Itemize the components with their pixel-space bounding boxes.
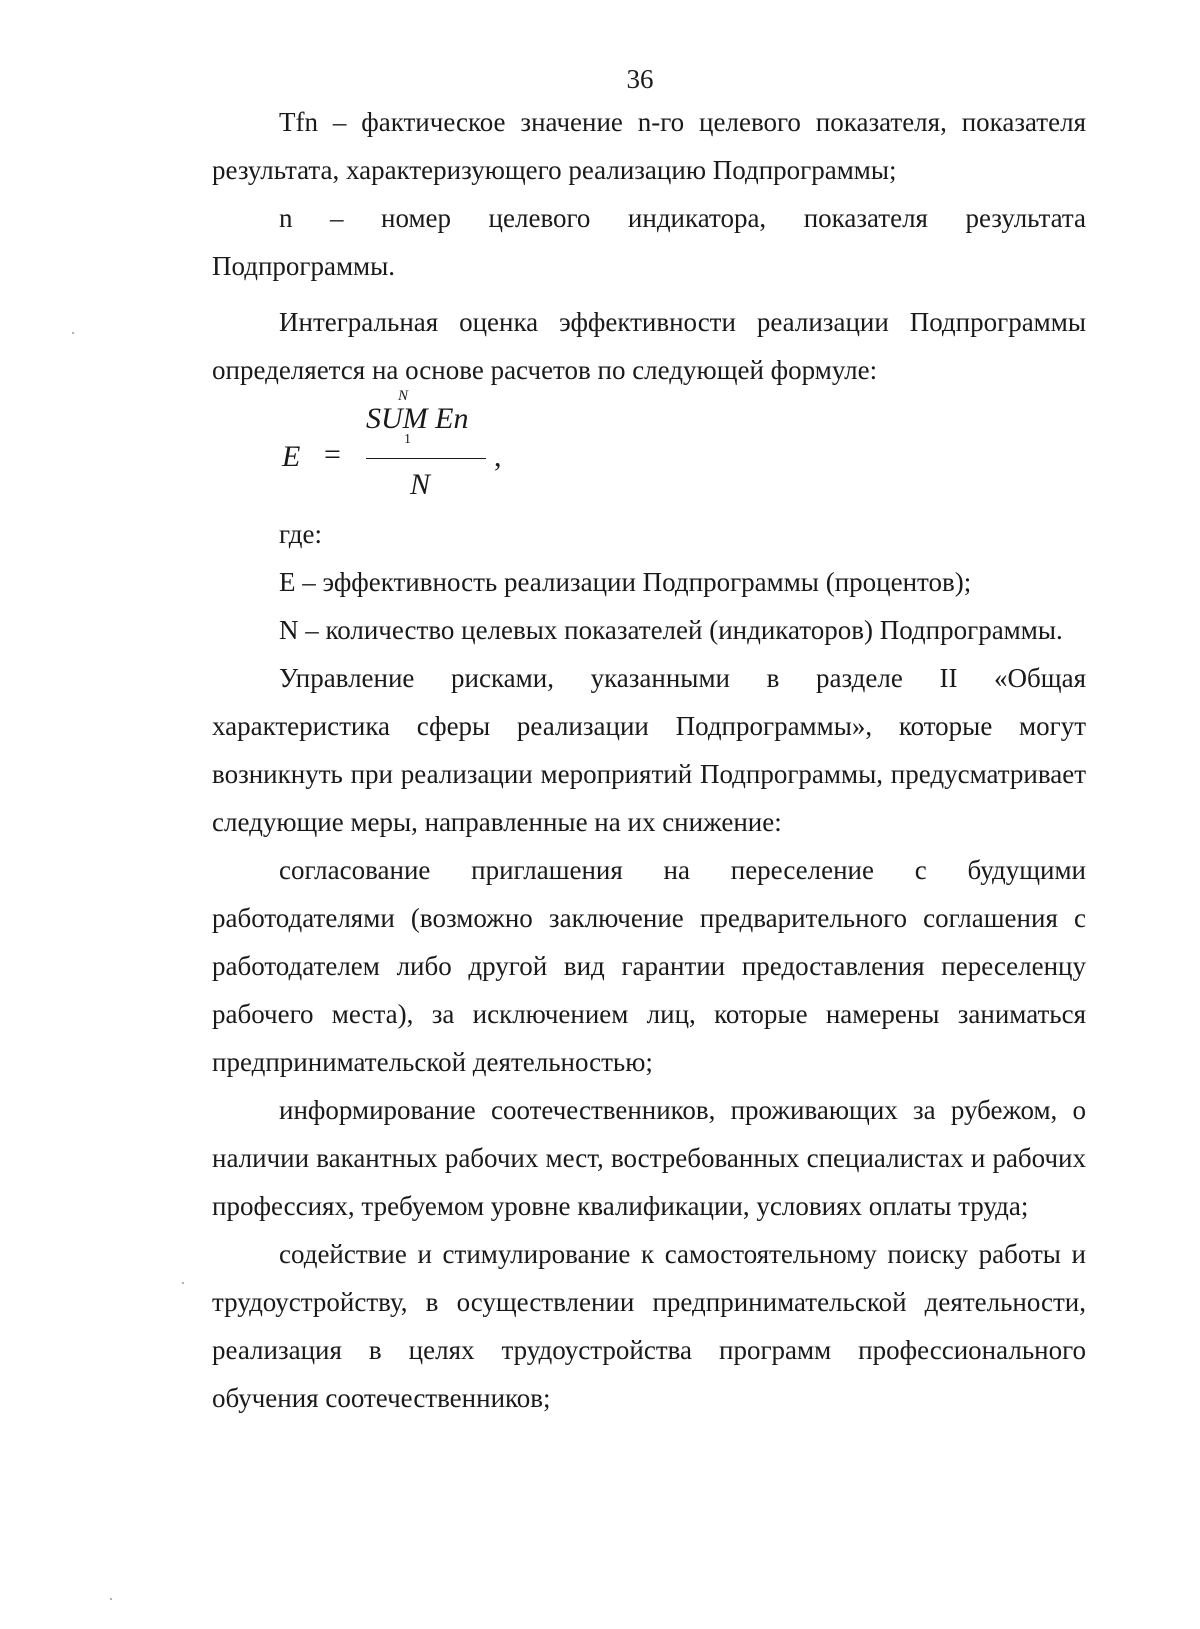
scan-speck xyxy=(110,1598,112,1600)
formula-denominator: N xyxy=(410,468,431,501)
paragraph-where: где: xyxy=(279,519,322,549)
paragraph-e-definition: E – эффективность реализации Подпрограммы (процентов); xyxy=(279,567,972,597)
paragraph-big-n-definition: N – количество целевых показателей (индикаторов) Подпрограммы. xyxy=(279,615,1063,645)
formula-fraction-bar xyxy=(366,458,486,459)
formula-equals-sign: = xyxy=(324,438,341,471)
formula-upper-limit: N xyxy=(398,388,409,404)
paragraph-n-definition: n – номер целевого индикатора, показателя результата Подпрограммы. xyxy=(212,203,1086,281)
paragraph-measure-assistance: содействие и стимулирование к самостоятельному поиску работы и трудоустройству, в осуществлении предпринимательской деятельности, реализация в целях трудоустройства программ профессионального обучения соотечественников; xyxy=(212,1239,1086,1413)
formula-lower-limit: 1 xyxy=(404,432,411,447)
scan-speck xyxy=(72,332,74,334)
paragraph-measure-agreement: согласование приглашения на переселение с будущими работодателями (возможно заключение предварительного соглашения с работодателем либо другой вид гарантии предоставления переселенцу рабочего места), за исключением лиц, которые намерены заниматься предпринимательской деятельностью; xyxy=(212,855,1086,1077)
formula-comma: , xyxy=(494,440,502,473)
text-block-main xyxy=(212,510,1086,1422)
page-number: 36 xyxy=(626,64,654,94)
paragraph-integral-estimate: Интегральная оценка эффективности реализации Подпрограммы определяется на основе расчетов по следующей формуле: xyxy=(212,307,1086,385)
paragraph-measure-informing: информирование соотечественников, проживающих за рубежом, о наличии вакантных рабочих мест, востребованных специалистах и рабочих профессиях, требуемом уровне квалификации, условиях оплаты труда; xyxy=(212,1095,1086,1221)
formula-numerator: SUM En xyxy=(366,402,469,435)
formula-lhs: E xyxy=(282,440,301,473)
scan-speck xyxy=(182,1282,184,1284)
paragraph-tfn-definition: Tfn – фактическое значение n-го целевого показателя, показателя результата, характеризующего реализацию Подпрограммы; xyxy=(212,107,1086,185)
efficiency-formula xyxy=(282,388,542,508)
paragraph-risk-management: Управление рисками, указанными в разделе II «Общая характеристика сферы реализации Подпрограммы», которые могут возникнуть при реализации мероприятий Подпрограммы, предусматривает следующие меры, направленные на их снижение: xyxy=(212,663,1086,837)
text-block-top xyxy=(212,98,1086,394)
